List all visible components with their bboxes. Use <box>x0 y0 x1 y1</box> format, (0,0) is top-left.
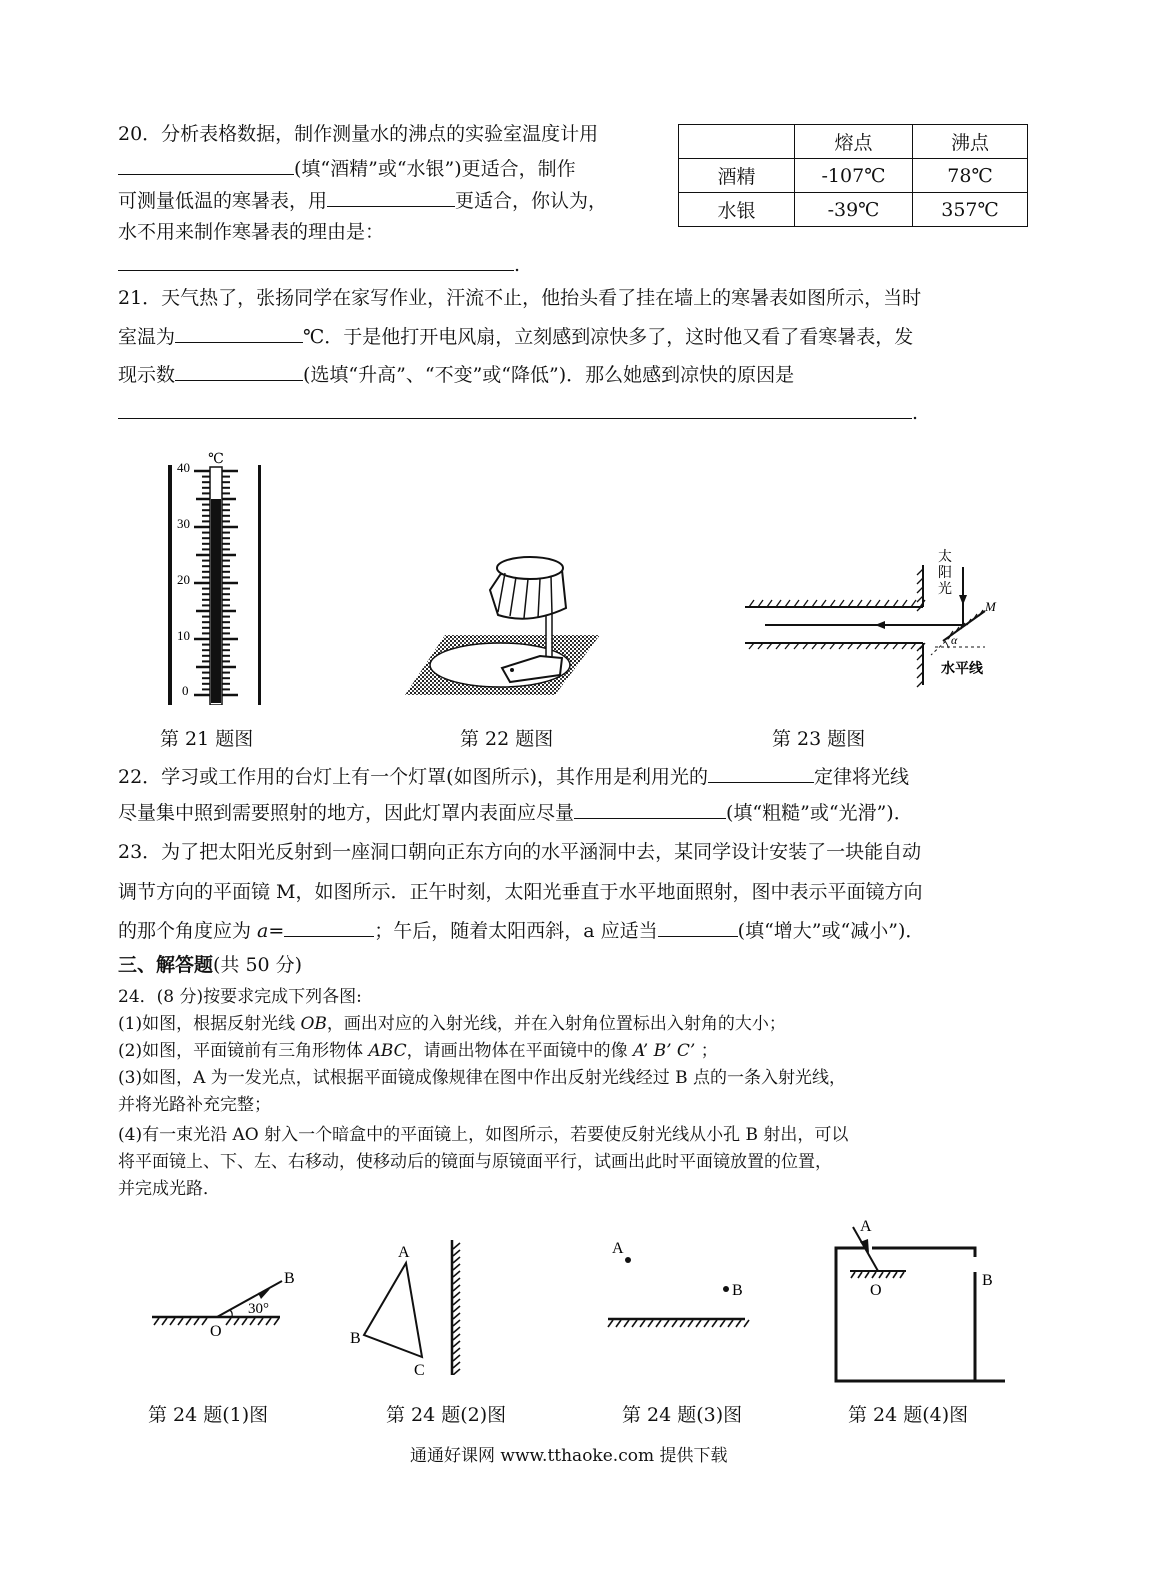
q21-line1: 21．天气热了，张扬同学在家写作业，汗流不止，他抬头看了挂在墙上的寒暑表如图所示，当时 <box>118 287 922 309</box>
hatch-mark <box>664 1320 669 1327</box>
tick-label-0: 0 <box>182 683 189 698</box>
tick-label-20: 20 <box>177 572 190 587</box>
tick-label-30: 30 <box>177 516 190 531</box>
hatch-mark <box>886 1272 890 1278</box>
hatch-mark <box>453 1243 460 1249</box>
box-left-bottom <box>836 1248 1005 1381</box>
hatch-mark <box>453 1299 460 1305</box>
hatch-mark <box>616 1320 621 1327</box>
angle-label: 30° <box>248 1301 269 1317</box>
box-top-right <box>872 1248 975 1257</box>
thermometer-left-border <box>168 465 172 705</box>
fig24-4 <box>820 1215 1005 1385</box>
hatch-mark <box>866 600 871 607</box>
fig22-caption: 第 22 题图 <box>460 728 554 750</box>
q24-p2-after: ； <box>695 1041 718 1061</box>
hatch-mark <box>624 1320 629 1327</box>
hatch-mark <box>688 1320 693 1327</box>
q20-blank-1[interactable] <box>118 156 294 175</box>
q24-p1-before: (1)如图，根据反射光线 <box>118 1014 301 1034</box>
q23-var-a: a <box>257 920 269 942</box>
hatch-mark <box>453 1369 460 1375</box>
hatch-mark <box>453 1327 460 1333</box>
hatch-mark <box>821 600 826 607</box>
q22-blank-2[interactable] <box>574 800 726 819</box>
hatch-mark <box>170 1318 175 1325</box>
hatch-mark <box>186 1318 191 1325</box>
hatch-mark <box>632 1320 637 1327</box>
q24-part4-line2: 将平面镜上、下、左、右移动，使移动后的镜面与原镜面平行，试画出此时平面镜放置的位置， <box>118 1152 832 1172</box>
hatch-mark <box>242 1318 247 1325</box>
table-header-row <box>679 125 1028 159</box>
footer-text: 通通好课网 www.tthaoke.com 提供下载 <box>410 1446 728 1466</box>
q24-part3-line2: 并将光路补充完整； <box>118 1095 271 1115</box>
angle-label: α <box>951 633 958 647</box>
mirror-hatching <box>851 1272 904 1278</box>
table-cell: 水银 <box>679 193 795 227</box>
q21-line3-after: (选填“升高”、“不变”或“降低”)．那么她感到凉快的原因是 <box>303 364 795 386</box>
q20-line5 <box>118 252 520 277</box>
q22-line1-before: 22．学习或工作用的台灯上有一个灯罩(如图所示)，其作用是利用光的 <box>118 766 709 788</box>
lamp-pole <box>546 610 552 660</box>
q23-line3 <box>118 918 924 943</box>
hatch-mark <box>453 1362 460 1368</box>
hatch-mark <box>453 1285 460 1291</box>
hatch-mark <box>453 1264 460 1270</box>
q21-blank-1[interactable] <box>175 324 303 343</box>
hatch-mark <box>872 1272 876 1278</box>
hatch-mark <box>266 1318 271 1325</box>
hatch-mark <box>749 600 754 607</box>
thermometer-right-border <box>258 465 261 705</box>
table-cell: 78℃ <box>913 159 1028 193</box>
label-a: A <box>860 1218 872 1235</box>
hatch-mark <box>696 1320 701 1327</box>
section3-title-bold: 三、解答题 <box>118 954 214 976</box>
hatch-mark <box>776 600 781 607</box>
section3-title <box>118 953 302 977</box>
horizontal-label: 水平线 <box>941 662 983 677</box>
hatch-mark <box>453 1320 460 1326</box>
q24-part1 <box>118 1013 786 1035</box>
q24-p1-after: ，画出对应的入射光线，并在入射角位置标出入射角的大小； <box>326 1014 786 1034</box>
unit-label: ℃ <box>208 452 224 467</box>
hatch-mark <box>767 600 772 607</box>
q21-line2 <box>118 324 913 349</box>
table-row <box>679 159 1028 193</box>
hatch-mark <box>728 1320 733 1327</box>
q23-line3-mid: ；午后，随着太阳西斜，a 应适当 <box>374 920 658 942</box>
hatch-mark <box>704 1320 709 1327</box>
q21-line3 <box>118 362 794 387</box>
fig24-2 <box>340 1235 470 1375</box>
hatch-mark <box>453 1292 460 1298</box>
hatch-mark <box>453 1341 460 1347</box>
mirror-extension <box>931 625 963 655</box>
culvert-mirror-figure <box>735 545 1015 705</box>
table-cell: 酒精 <box>679 159 795 193</box>
q24-p1-var: OB <box>300 1014 327 1034</box>
hatch-mark <box>250 1318 255 1325</box>
hatch-mark <box>453 1278 460 1284</box>
triangle-abc <box>364 1263 422 1357</box>
hatch-mark <box>453 1355 460 1361</box>
hatch-mark <box>154 1318 159 1325</box>
hatch-mark <box>812 600 817 607</box>
table-header-cell: 熔点 <box>795 125 913 159</box>
fig24-1 <box>140 1255 300 1345</box>
q21-line3-before: 现示数 <box>118 364 176 386</box>
sun-label-2: 阳 <box>938 566 952 581</box>
lamp-shade-top <box>497 557 563 579</box>
point-a <box>625 1257 631 1263</box>
q22-line2-after: (填“粗糙”或“光滑”)． <box>726 802 913 824</box>
q24-p2-var2: A’ B’ C’ <box>632 1041 696 1061</box>
fig24-3-caption: 第 24 题(3)图 <box>622 1404 743 1426</box>
hatch-mark <box>884 600 889 607</box>
hatch-mark <box>900 1272 904 1278</box>
q23-equals: = <box>268 920 285 942</box>
q21-line2-after: ℃．于是他打开电风扇，立刻感到凉快多了，这时他又看了看寒暑表，发 <box>303 326 914 348</box>
table-header-cell <box>679 125 795 159</box>
q24-part4-line3: 并完成光路． <box>118 1179 220 1199</box>
table-row <box>679 193 1028 227</box>
melting-boiling-table <box>678 124 1028 227</box>
hatch-mark <box>453 1348 460 1354</box>
hatch-mark <box>736 1320 741 1327</box>
hatch-mark <box>453 1271 460 1277</box>
q22-line2 <box>118 800 913 825</box>
q24-part4-line1: (4)有一束光沿 AO 射入一个暗盒中的平面镜上，如图所示，若要使反射光线从小孔 B 射出，可以 <box>118 1125 849 1145</box>
hatch-mark <box>672 1320 677 1327</box>
table-cell: -39℃ <box>795 193 913 227</box>
hatch-mark <box>744 1320 749 1327</box>
hatch-mark <box>656 1320 661 1327</box>
fig24-4-caption: 第 24 题(4)图 <box>848 1404 969 1426</box>
hatch-mark <box>911 600 916 607</box>
q21-blank-2[interactable] <box>175 362 303 381</box>
sun-label-1: 太 <box>938 550 952 565</box>
hatch-mark <box>785 600 790 607</box>
hatch-mark <box>851 1272 855 1278</box>
q23-line3-before: 的那个角度应为 <box>118 920 258 942</box>
hatch-mark <box>875 600 880 607</box>
label-a: A <box>612 1240 624 1257</box>
fig24-1-caption: 第 24 题(1)图 <box>148 1404 269 1426</box>
angle-arc <box>945 641 948 648</box>
q20-line3-after: 更适合，你认为， <box>455 190 608 212</box>
hatch-mark <box>803 600 808 607</box>
q20-line3-before: 可测量低温的寒暑表，用 <box>118 190 328 212</box>
hatch-mark <box>234 1318 239 1325</box>
q20-line2 <box>118 156 576 181</box>
hatch-mark <box>758 600 763 607</box>
hatch-mark <box>879 1272 883 1278</box>
hatch-mark <box>640 1320 645 1327</box>
hatch-mark <box>858 1272 862 1278</box>
q23-line2: 调节方向的平面镜 M，如图所示．正午时刻，太阳光垂直于水平地面照射，图中表示平面镜方向 <box>118 881 923 903</box>
sun-label-3: 光 <box>938 582 952 597</box>
label-b: B <box>350 1330 361 1347</box>
q20-line2-text: (填“酒精”或“水银”)更适合，制作 <box>294 158 576 180</box>
hatch-mark <box>274 1318 279 1325</box>
mirror-hatching <box>608 1320 749 1327</box>
label-b: B <box>284 1270 295 1287</box>
label-b: B <box>732 1282 743 1299</box>
point-b <box>723 1286 729 1292</box>
q24-p2-var: ABC <box>368 1041 407 1061</box>
desk-lamp-figure <box>390 540 610 710</box>
q20-blank-3[interactable] <box>118 252 514 271</box>
reflected-arrow-icon <box>875 621 885 629</box>
q23-line1: 23．为了把太阳光反射到一座洞口朝向正东方向的水平涵洞中去，某同学设计安装了一块能自动 <box>118 841 922 863</box>
lamp-switch <box>510 668 514 672</box>
hatch-mark <box>680 1320 685 1327</box>
q20-line1: 20．分析表格数据，制作测量水的沸点的实验室温度计用 <box>118 123 599 145</box>
hatch-mark <box>226 1318 231 1325</box>
label-b: B <box>982 1272 993 1289</box>
table-header-cell: 沸点 <box>913 125 1028 159</box>
hatch-mark <box>453 1313 460 1319</box>
hatch-mark <box>893 600 898 607</box>
q24-p2-mid: ，请画出物体在平面镜中的像 <box>406 1041 633 1061</box>
table-cell: -107℃ <box>795 159 913 193</box>
hatch-mark <box>902 600 907 607</box>
q24-p2-before: (2)如图，平面镜前有三角形物体 <box>118 1041 369 1061</box>
q24-part2 <box>118 1040 718 1062</box>
tick-label-40: 40 <box>177 460 190 475</box>
q22-line1-after: 定律将光线 <box>814 766 910 788</box>
wall-hatching <box>749 569 925 687</box>
hatch-mark <box>794 600 799 607</box>
thermometer-figure <box>160 445 270 705</box>
hatch-mark <box>857 600 862 607</box>
hatch-mark <box>162 1318 167 1325</box>
q21-line4-end: . <box>912 402 919 424</box>
q24-intro: 24．(8 分)按要求完成下列各图: <box>118 987 362 1007</box>
q21-line2-before: 室温为 <box>118 326 176 348</box>
q20-blank-2[interactable] <box>327 188 455 207</box>
label-o: O <box>870 1282 882 1299</box>
q22-blank-1[interactable] <box>708 764 814 783</box>
hatch-mark <box>865 1272 869 1278</box>
hatch-mark <box>648 1320 653 1327</box>
q20-line3 <box>118 188 607 213</box>
q20-line4: 水不用来制作寒暑表的理由是： <box>118 221 385 243</box>
mercury-column <box>211 499 221 703</box>
q20-line5-end: . <box>514 254 521 276</box>
hatch-mark <box>839 600 844 607</box>
hatch-mark <box>893 1272 897 1278</box>
label-o: O <box>210 1323 222 1340</box>
q24-part3-line1: (3)如图，A 为一发光点，试根据平面镜成像规律在图中作出反射光线经过 B 点的一条入射光线， <box>118 1068 847 1088</box>
tick-label-10: 10 <box>177 628 190 643</box>
q21-line4 <box>118 400 918 425</box>
q23-line3-after: (填“增大”或“减小”)． <box>737 920 925 942</box>
hatch-mark <box>178 1318 183 1325</box>
hatch-mark <box>453 1250 460 1256</box>
q22-line2-before: 尽量集中照到需要照射的地方，因此灯罩内表面应尽量 <box>118 802 575 824</box>
q23-blank-2[interactable] <box>658 918 738 937</box>
q22-line1 <box>118 764 909 789</box>
hatch-mark <box>608 1320 613 1327</box>
section3-title-rest: (共 50 分) <box>213 954 303 976</box>
table-cell: 357℃ <box>913 193 1028 227</box>
fig24-3 <box>600 1235 760 1335</box>
sunlight-arrow-icon <box>959 595 967 605</box>
hatch-mark <box>453 1306 460 1312</box>
q21-blank-3[interactable] <box>118 400 912 419</box>
mirror-label: M <box>985 599 996 614</box>
fig23-caption: 第 23 题图 <box>772 728 866 750</box>
hatch-mark <box>202 1318 207 1325</box>
hatch-mark <box>720 1320 725 1327</box>
hatch-mark <box>830 600 835 607</box>
hatch-mark <box>453 1334 460 1340</box>
label-c: C <box>414 1362 425 1375</box>
hatch-mark <box>848 600 853 607</box>
mirror-hatching <box>453 1243 460 1375</box>
fig21-caption: 第 21 题图 <box>160 728 254 750</box>
hatch-mark <box>453 1257 460 1263</box>
hatch-mark <box>194 1318 199 1325</box>
q23-blank-1[interactable] <box>284 918 374 937</box>
label-a: A <box>398 1244 410 1261</box>
hatch-mark <box>712 1320 717 1327</box>
hatch-mark <box>258 1318 263 1325</box>
fig24-2-caption: 第 24 题(2)图 <box>386 1404 507 1426</box>
